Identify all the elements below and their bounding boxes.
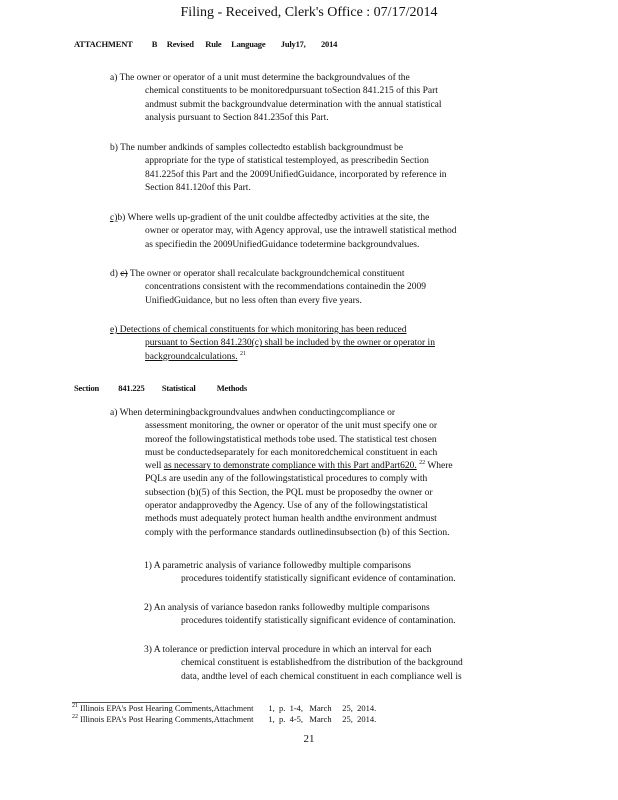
text-line: chemical constituent is establishedfrom the distribution of the background [181, 658, 463, 669]
list-item-parametric-anova [144, 560, 524, 587]
text-line [110, 212, 530, 225]
text-line: b) The number andkinds of samples collectedto establish backgroundmust be [110, 143, 403, 153]
paragraph-c-upgradient [110, 212, 530, 252]
text-line: chemical constituents to be monitoredpursuant toSection 841.215 of this Part [145, 86, 438, 97]
footnote-text: Illinois EPA's Post Hearing Comments,Attachment 1, p. 4-5, March 25, 2014. [78, 714, 377, 724]
text-line: 1) A parametric analysis of variance followedby multiple comparisons [144, 561, 411, 571]
text-segment: b) Where wells up-gradient of the unit couldbe affectedby activities at the site, the [117, 213, 430, 223]
inserted-label: d) [110, 269, 118, 279]
inserted-text: as necessary to demonstrate compliance with this Part andPart620. [163, 461, 417, 472]
text-line: andmust submit the backgroundvalue determination with the annual statistical [145, 99, 442, 110]
struck-label: c) [120, 269, 128, 279]
footnote-text: Illinois EPA's Post Hearing Comments,Attachment 1, p. 1-4, March 25, 2014. [78, 703, 377, 713]
footnote-21 [72, 703, 376, 713]
text-line: 2) An analysis of variance basedon ranks followedby multiple comparisons [144, 603, 430, 613]
paragraph-a-background [110, 72, 510, 125]
list-item-tolerance-interval [144, 644, 544, 684]
text-line [110, 268, 530, 281]
footnote-number: 21 [72, 703, 78, 709]
text-line: procedures toidentify statistically significant evidence of contamination. [181, 574, 456, 585]
list-item-rank-anova [144, 602, 524, 629]
footnote-ref[interactable]: 21 [239, 350, 246, 357]
text-line: owner or operator may, with Agency approval, use the intrawell statistical method [145, 226, 457, 237]
text-line: assessment monitoring, the owner or operator of the unit must specify one or [145, 421, 438, 432]
text-segment: well [145, 461, 164, 472]
text-line: analysis pursuant to Section 841.235of this Part. [145, 112, 329, 123]
page-number: 21 [303, 733, 315, 745]
text-line: moreof the followingstatistical methods tobe used. The statistical test chosen [145, 434, 437, 445]
text-line: a) When determiningbackgroundvalues andwhen conductingcompliance or [110, 408, 395, 418]
text-line: as specifiedin the 2009UnifiedGuidance todetermine backgroundvalues. [145, 239, 420, 250]
filing-header: Filing - Received, Clerk's Office : 07/17/2014 [180, 5, 438, 20]
text-line: subsection (b)(5) of this Section, the PQL must be proposedby the owner or [145, 487, 433, 498]
text-segment: backgroundcalculations. [145, 351, 238, 362]
inserted-label: c) [110, 213, 118, 223]
text-line: UnifiedGuidance, but no less often than every five years. [145, 295, 362, 306]
text-segment: Where [425, 461, 453, 472]
text-line: a) The owner or operator of a unit must determine the backgroundvalues of the [110, 73, 410, 83]
footnote-ref[interactable]: 22 [419, 460, 426, 467]
text-line: methods must adequately protect human health andthe environment andmust [145, 514, 437, 525]
paragraph-e-detections [110, 324, 540, 364]
text-line: pursuant to Section 841.230(c) shall be included by the owner or operator in [145, 338, 435, 349]
text-line: procedures toidentify statistically significant evidence of contamination. [181, 616, 456, 627]
paragraph-d-recalculate [110, 268, 530, 308]
footnote-22 [72, 714, 376, 724]
text-line: 841.225of this Part and the 2009UnifiedGuidance, incorporated by reference in [145, 169, 447, 180]
text-line: data, andthe level of each chemical constituent in each compliance well is [181, 671, 462, 682]
attachment-line: ATTACHMENT B Revised Rule Language July17, 2014 [74, 39, 338, 49]
text-line: operator andapprovedby the Agency. Use of any of the followingstatistical [145, 501, 428, 512]
text-line: PQLs are usedin any of the followingstatistical procedures to comply with [145, 474, 428, 485]
section-heading: Section 841.225 Statistical Methods [74, 383, 247, 393]
text-line: appropriate for the type of statistical testemployed, as prescribedin Section [145, 156, 429, 167]
text-line: comply with the performance standards outlinedinsubsection (b) of this Section. [145, 527, 450, 538]
paragraph-methods-a [110, 407, 540, 540]
paragraph-b-samples [110, 142, 530, 195]
text-line [110, 460, 540, 473]
text-line: 3) A tolerance or prediction interval procedure in which an interval for each [144, 645, 432, 655]
text-line: Section 841.120of this Part. [145, 182, 251, 193]
text-segment: The owner or operator shall recalculate backgroundchemical constituent [127, 269, 405, 279]
footnote-number: 22 [72, 714, 78, 720]
text-line: concentrations consistent with the recommendations containedin the 2009 [145, 282, 426, 293]
text-line: e) Detections of chemical constituents for which monitoring has been reduced [110, 325, 407, 335]
text-line: must be conductedseparately for each monitoredchemical constituent in each [145, 447, 438, 458]
text-line [110, 351, 540, 364]
